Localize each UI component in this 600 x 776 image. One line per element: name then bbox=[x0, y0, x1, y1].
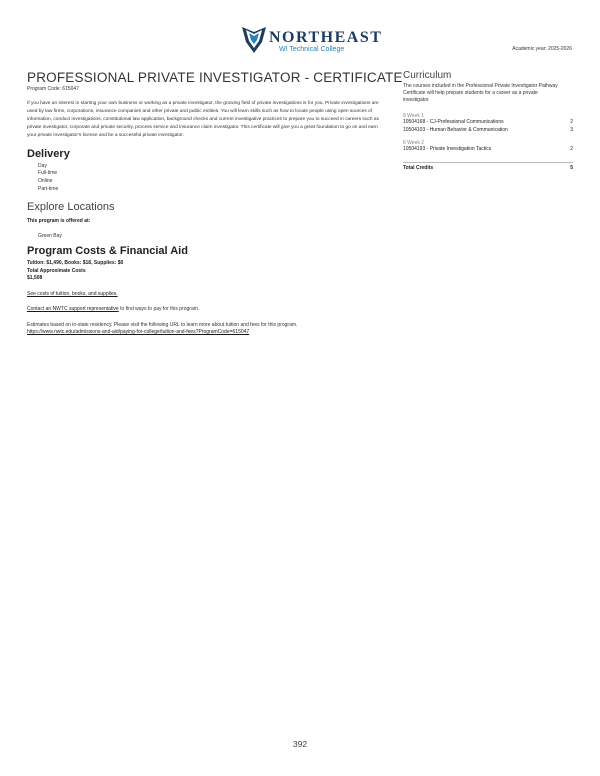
location-item: Green Bay bbox=[38, 233, 62, 240]
total-credits-value: 5 bbox=[570, 164, 573, 171]
delivery-heading: Delivery bbox=[27, 147, 70, 160]
program-costs-heading: Program Costs & Financial Aid bbox=[27, 245, 188, 258]
contact-support-link[interactable]: Contact an NWTC support representative bbox=[27, 306, 119, 313]
academic-year: Academic year: 2025-2026 bbox=[512, 46, 572, 52]
total-credits-label: Total Credits bbox=[403, 164, 434, 171]
explore-locations-heading: Explore Locations bbox=[27, 201, 115, 214]
curriculum-sidebar bbox=[403, 70, 573, 171]
cost-breakdown-text: Tuition: $1,490, Books: $18, Supplies: $0 bbox=[27, 260, 124, 267]
offered-at-label: This program is offered at: bbox=[27, 218, 91, 225]
contact-text: to find ways to pay for this program. bbox=[118, 306, 200, 313]
program-description: If you have an interest in starting your own business or working as a private investigator, the growing field of private investigations is for you. Private investigations are used by law firms, corporations, insurance companies and other private and public entities. You will learn skills such as how to locate people using open sources of information, conduct investigations, constitutional law application, background checks and current investigative practices to prepare you to succeed in careers such as private investigator, corporate and private security, process service and insurance claim investigator. This certificate will give you a great foundation to go on and earn your private investigator's license and be a successful private investigator. bbox=[27, 101, 379, 138]
tuition-url-link[interactable]: https://www.nwtc.edu/admissions-and-aid/paying-for-college/tuition-and-fees?ProgramCode=615047 bbox=[27, 329, 250, 336]
main-content bbox=[27, 70, 403, 337]
course-row bbox=[403, 146, 573, 154]
list-item: Part-time bbox=[38, 186, 59, 193]
page-title: PROFESSIONAL PRIVATE INVESTIGATOR - CERTIFICATE bbox=[27, 70, 403, 85]
course-row bbox=[403, 127, 573, 135]
costs-link[interactable]: See costs of tuition, books, and supplies. bbox=[27, 290, 118, 297]
term-label: 8 Week 2 bbox=[403, 140, 425, 147]
logo-name: NORTHEAST bbox=[269, 29, 383, 46]
course-credits: 2 bbox=[570, 119, 573, 125]
term-label: 8 Week 1 bbox=[403, 113, 425, 119]
total-costs-value: $1,508 bbox=[27, 275, 43, 282]
college-logo bbox=[241, 26, 381, 58]
page-header bbox=[0, 0, 600, 68]
total-costs-label: Total Approximate Costs bbox=[27, 267, 86, 274]
estimates-row bbox=[27, 322, 382, 337]
course-row bbox=[403, 119, 573, 127]
list-item: Online bbox=[38, 178, 53, 185]
logo-subtitle: WI Technical College bbox=[279, 46, 345, 53]
cost-breakdown bbox=[27, 260, 382, 283]
course-name: 10504168 - CJ-Professional Communications bbox=[403, 119, 504, 125]
costs-link-row bbox=[27, 291, 382, 299]
total-credits-row bbox=[403, 165, 573, 171]
curriculum-description: The courses included in the Professional Private Investigator Pathway Certificate will help prepare students for a career as a private investigator. bbox=[403, 83, 558, 103]
page-number: 392 bbox=[292, 739, 308, 749]
course-credits: 2 bbox=[570, 146, 573, 153]
list-item: Full-time bbox=[38, 170, 58, 177]
course-credits: 3 bbox=[570, 126, 573, 133]
delivery-list bbox=[27, 163, 382, 195]
estimates-note: Estimates based on in-state residency. Please visit the following URL to learn more about tuition and fees for this program. bbox=[27, 321, 298, 328]
course-name: 10504193 - Private Investigation Tactics bbox=[403, 146, 492, 153]
logo-shield-icon bbox=[241, 26, 267, 54]
divider bbox=[403, 162, 573, 163]
curriculum-heading: Curriculum bbox=[403, 70, 452, 81]
list-item: Day bbox=[38, 162, 47, 169]
contact-row bbox=[27, 306, 382, 314]
course-name: 10504103 - Human Behavior & Communication bbox=[403, 126, 508, 133]
program-code: Program Code: 615047 bbox=[27, 86, 79, 92]
